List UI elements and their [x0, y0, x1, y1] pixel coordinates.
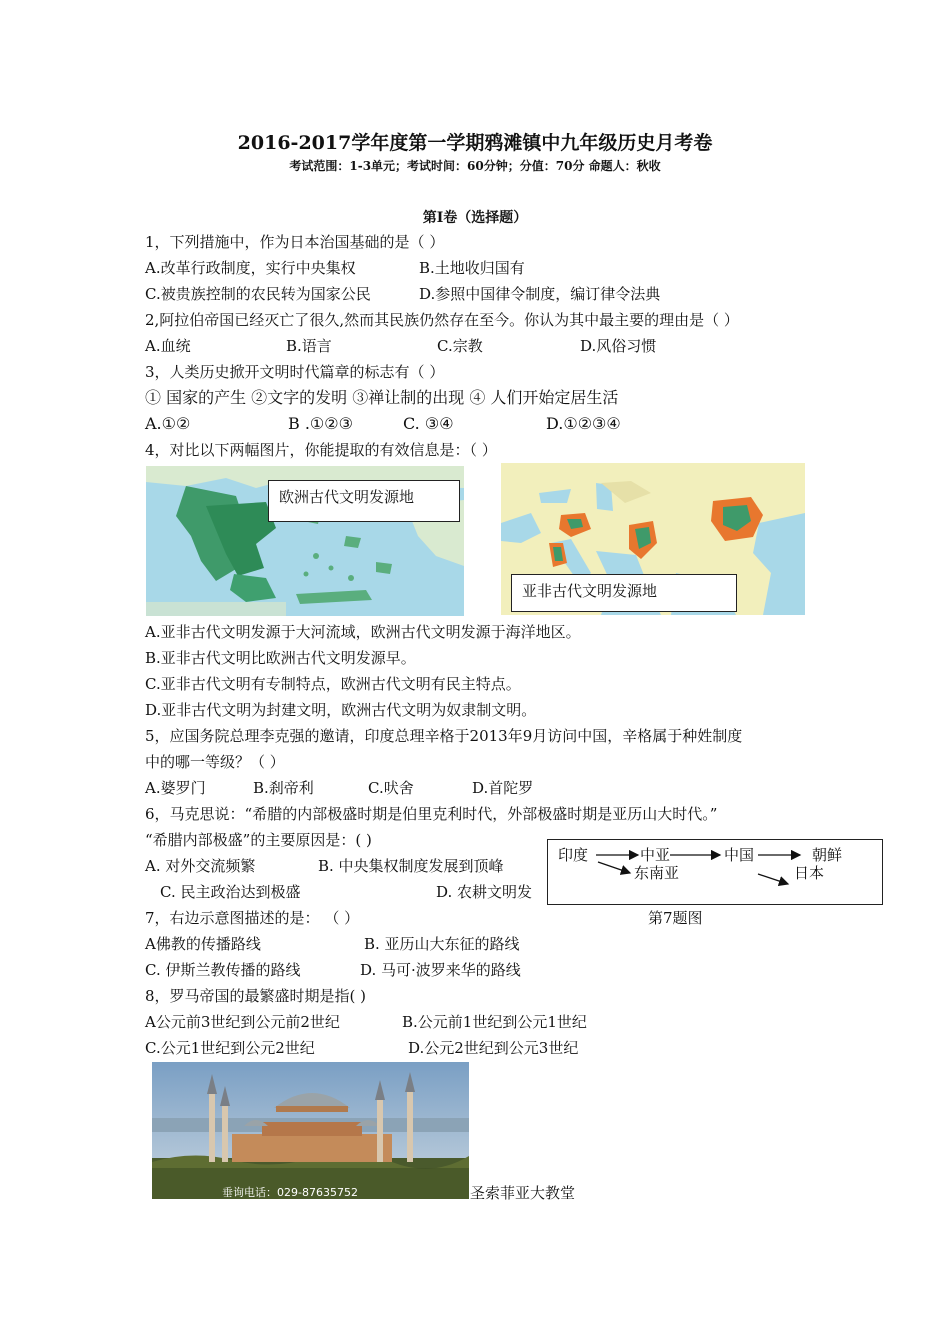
europe-map-label: 欧洲古代文明发源地 — [268, 480, 460, 522]
q1-stem: 1，下列措施中，作为日本治国基础的是（ ） — [145, 233, 445, 251]
q6-option-a: A. 对外交流频繁 — [145, 857, 256, 875]
q6-stem-line2: “希腊内部极盛”的主要原因是：( ) — [145, 831, 372, 849]
q6-stem-line1: 6，马克思说：“希腊的内部极盛时期是伯里克利时代，外部极盛时期是亚历山大时代。” — [145, 805, 718, 823]
europe-map — [146, 466, 464, 616]
q8-option-a: A公元前3世纪到公元前2世纪 — [145, 1013, 340, 1031]
q4-option-a: A.亚非古代文明发源于大河流域，欧洲古代文明发源于海洋地区。 — [145, 623, 581, 641]
q7-stem: 7，右边示意图描述的是： （ ） — [145, 909, 360, 927]
q8-option-b: B.公元前1世纪到公元1世纪 — [402, 1013, 587, 1031]
q1-option-b: B.土地收归国有 — [419, 259, 525, 277]
asia-africa-map — [501, 463, 805, 615]
route-diagram — [547, 839, 883, 905]
q3-option-b: B .①②③ — [288, 414, 353, 433]
q6-option-b: B. 中央集权制度发展到顶峰 — [318, 857, 504, 875]
q3-option-a: A.①② — [145, 414, 191, 433]
section-heading: 第Ⅰ卷（选择题） — [422, 210, 528, 226]
asia-africa-map-label: 亚非古代文明发源地 — [511, 574, 737, 612]
q7-option-b: B. 亚历山大东征的路线 — [364, 935, 520, 953]
route-southeast-asia: 东南亚 — [634, 864, 680, 882]
route-china: 中国 — [724, 846, 755, 864]
q2-option-a: A.血统 — [145, 337, 191, 355]
q4-option-d: D.亚非古代文明为封建文明，欧洲古代文明为奴隶制文明。 — [145, 701, 537, 719]
q2-option-d: D.风俗习惯 — [580, 337, 657, 355]
photo-watermark: 垂询电话：029-87635752 — [222, 1186, 358, 1199]
q5-stem-line2: 中的哪一等级？（ ） — [145, 753, 285, 771]
q4-option-c: C.亚非古代文明有专制特点，欧洲古代文明有民主特点。 — [145, 675, 521, 693]
q2-option-b: B.语言 — [286, 337, 332, 355]
route-india: 印度 — [558, 846, 589, 864]
q1-option-a: A.改革行政制度，实行中央集权 — [145, 259, 356, 277]
exam-title: 2016-2017学年度第一学期鸦滩镇中九年级历史月考卷 — [237, 132, 713, 154]
q2-option-c: C.宗教 — [437, 337, 483, 355]
q7-option-c: C. 伊斯兰教传播的路线 — [145, 961, 301, 979]
q7-option-a: A佛教的传播路线 — [145, 935, 261, 953]
q7-option-d: D. 马可·波罗来华的路线 — [360, 961, 521, 979]
q3-items: ① 国家的产生 ②文字的发明 ③禅让制的出现 ④ 人们开始定居生活 — [145, 388, 619, 407]
q8-stem: 8，罗马帝国的最繁盛时期是指( ) — [145, 987, 367, 1005]
exam-info: 考试范围：1-3单元；考试时间：60分钟；分值：70分 命题人：秋收 — [289, 159, 661, 173]
q1-option-d: D.参照中国律令制度，编订律令法典 — [419, 285, 661, 303]
route-caption: 第7题图 — [648, 909, 703, 927]
q1-option-c: C.被贵族控制的农民转为国家公民 — [145, 285, 371, 303]
q3-option-c: C. ③④ — [403, 414, 454, 433]
hagia-sophia-illustration — [152, 1062, 469, 1199]
q3-option-d: D.①②③④ — [546, 414, 621, 433]
q5-option-a: A.婆罗门 — [145, 779, 206, 797]
q5-option-b: B.刹帝利 — [253, 779, 314, 797]
route-korea: 朝鲜 — [812, 846, 843, 864]
q5-stem-line1: 5，应国务院总理李克强的邀请，印度总理辛格于2013年9月访问中国，辛格属于种姓制度 — [145, 727, 743, 745]
q6-option-d: D. 农耕文明发 — [436, 883, 533, 901]
q4-stem: 4，对比以下两幅图片，你能提取的有效信息是：（ ） — [145, 441, 497, 459]
route-japan: 日本 — [794, 864, 825, 882]
q8-option-c: C.公元1世纪到公元2世纪 — [145, 1039, 315, 1057]
q6-option-c: C. 民主政治达到极盛 — [160, 883, 301, 901]
hagia-sophia-photo — [152, 1062, 469, 1199]
q4-option-b: B.亚非古代文明比欧洲古代文明发源早。 — [145, 649, 416, 667]
q5-option-c: C.吠舍 — [368, 779, 414, 797]
q2-stem: 2,阿拉伯帝国已经灭亡了很久,然而其民族仍然存在至今。你认为其中最主要的理由是（ ） — [145, 311, 739, 329]
q3-stem: 3，人类历史掀开文明时代篇章的标志有（ ） — [145, 363, 445, 381]
photo-caption: 圣索菲亚大教堂 — [470, 1184, 576, 1202]
q5-option-d: D.首陀罗 — [472, 779, 534, 797]
route-central-asia: 中亚 — [640, 846, 671, 864]
q8-option-d: D.公元2世纪到公元3世纪 — [408, 1039, 579, 1057]
